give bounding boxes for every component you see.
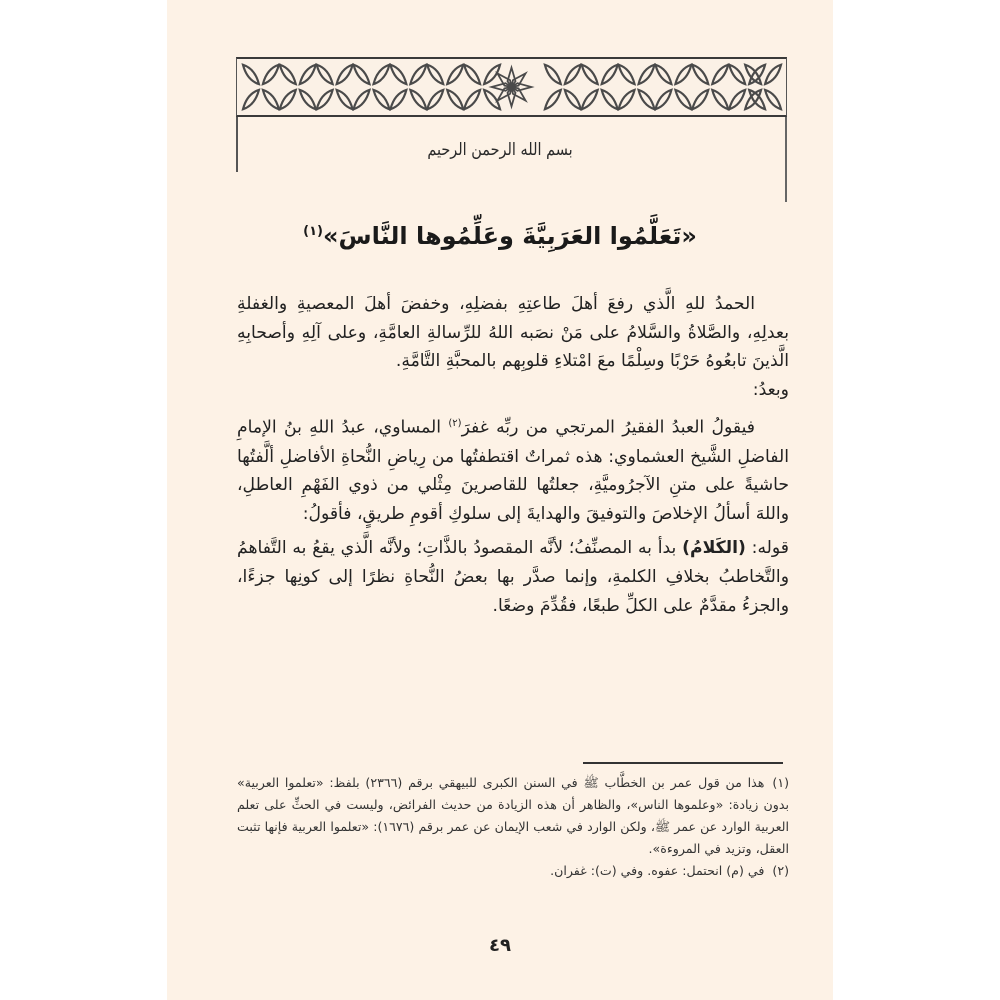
footnote-1 (237, 772, 789, 860)
footnote-ref-2: (٢) (448, 418, 462, 430)
footnotes (237, 772, 789, 882)
kalam-term: (الكَلامُ) (682, 538, 746, 559)
book-page (167, 0, 833, 1000)
footnote-2 (237, 860, 789, 882)
footnote-1-text: هذا من قول عمر بن الخطَّاب ﷺ في السنن الكبرى للبيهقي برقم (٢٣٦٦) بلفظ: «تعلموا العربية» بدون زيادة: «وعلموها الناس»، والظاهر أن هذه الزيادة من حديث الفرائض، وليست في الحثِّ على تعلم العربية الوارد عن عمر ﷺ، ولكن الوارد في شعب الإيمان عن عمر برقم (١٦٧٦): «تعلموا العربية فإنها تثبت العقل، وتزيد في المروءة». (237, 775, 789, 856)
footnote-2-text: في (م) انحتمل: عفوه. وفي (ت): غفران. (550, 863, 765, 878)
paragraph-al-kalam (237, 534, 789, 620)
paragraph-author-intro (237, 410, 789, 528)
page-title (167, 222, 833, 250)
footnote-2-number: (٢) (772, 863, 789, 878)
kalam-text: بدأ به المصنِّفُ؛ لأنَّه المقصودُ بالذَّاتِ؛ ولأنَّه الَّذي يقعُ به التَّفاهمُ والتَّخاطبُ بخلافِ الكلمةِ، وإنما صدَّر بها بعضُ النُّحاةِ نظرًا إلى كونِها جزءًا، والجزءُ مقدَّمٌ على الكلِّ طبعًا، فقُدِّمَ وضعًا. (237, 538, 789, 616)
main-text (237, 290, 789, 620)
title-text: «تَعَلَّمُوا العَرَبِيَّةَ وعَلِّمُوها النَّاسَ» (322, 222, 697, 250)
kalam-lead: قوله: (745, 538, 789, 559)
intro-text-before: فيقولُ العبدُ الفقيرُ المرتجي من ربِّه غفرَ (461, 418, 756, 439)
frame-right-rule (785, 117, 787, 202)
star-ornament-icon (492, 68, 532, 107)
paragraph-wa-bad: وبعدُ: (752, 379, 789, 400)
basmala-calligraphy: بسم الله الرحمن الرحيم (427, 140, 573, 160)
paragraph-praise: الحمدُ للهِ الَّذي رفعَ أهلَ طاعتِهِ بفضلِهِ، وخفضَ أهلَ المعصيةِ والغفلةِ بعدلِهِ، والصَّلاةُ والسَّلامُ على مَنْ نصَبه اللهُ للرِّسالةِ العامَّةِ، وعلى آلِهِ وأصحابِهِ الَّذينَ تابعُوهُ حَرْبًا وسِلْمًا معَ امْتلاءِ قلوبِهم بالمحبَّةِ التَّامَّةِ. (237, 294, 789, 372)
decorative-header-band (236, 57, 787, 117)
footnote-separator (583, 762, 783, 764)
title-footnote-ref: (١) (303, 224, 323, 239)
intro-text-after: المساوي، عبدُ اللهِ بنُ الإمامِ الفاضلِ الشَّيخ العشماوي: هذه ثمراتٌ اقتطفتُها من رِياضِ النُّحاةِ الأفاضلِ ألَّفتُها حاشيةً على متنِ الآجرُوميَّةِ، جعلتُها للقاصرينَ مِثْلي من ذوي الفَهْمِ العاطلِ، واللهَ أسألُ الإخلاصَ والتوفيقَ والهدايةَ إلى سلوكِ أقومِ طريقٍ، فأقولُ: (237, 418, 789, 524)
page-number: ٤٩ (489, 935, 511, 956)
leaf-pattern-icon (237, 59, 786, 115)
footnote-1-number: (١) (772, 775, 789, 790)
